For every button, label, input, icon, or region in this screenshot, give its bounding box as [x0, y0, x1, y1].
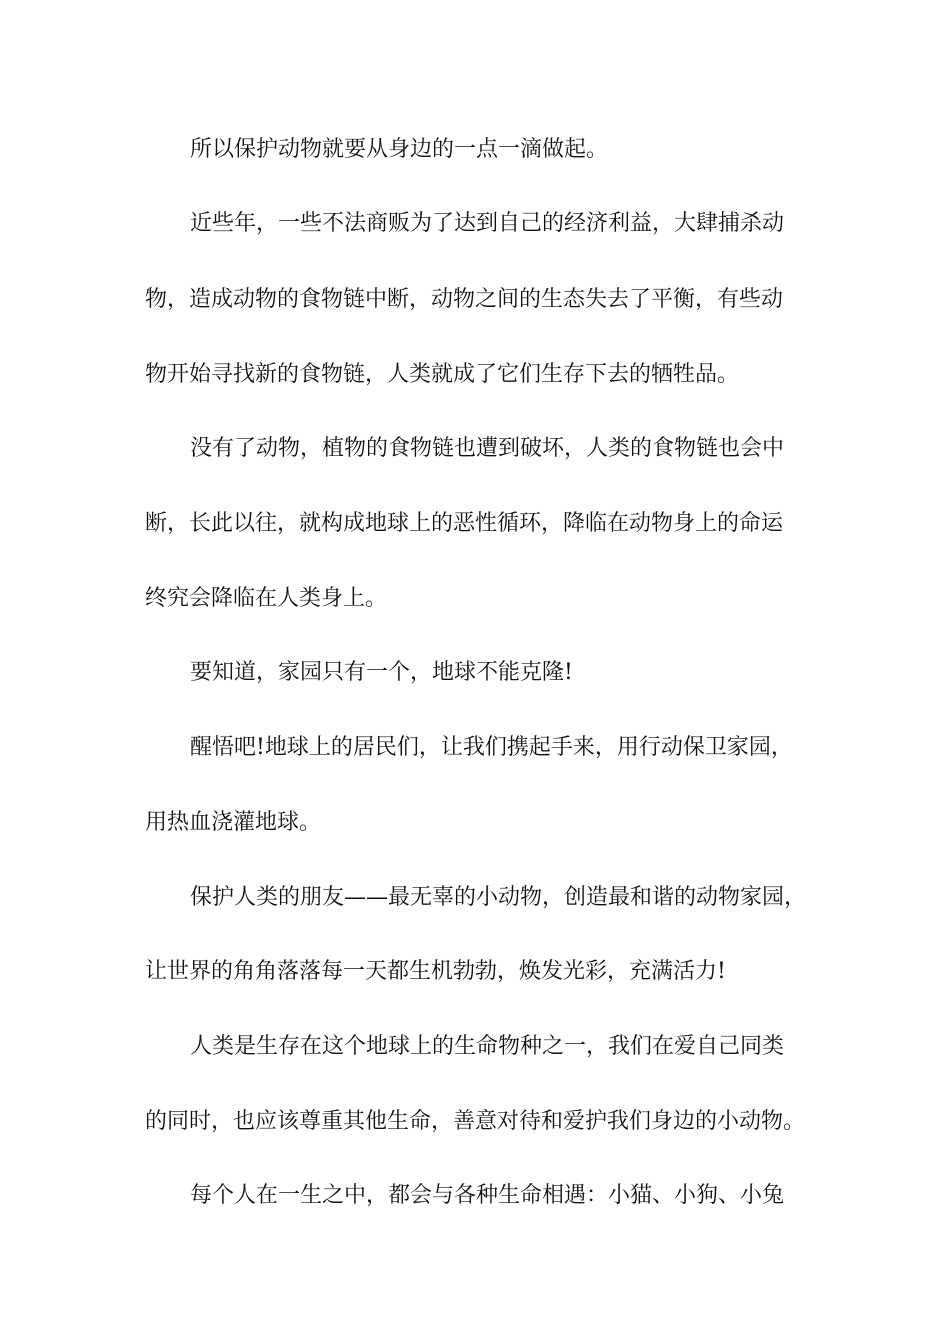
- paragraph-line: 断，长此以往，就构成地球上的恶性循环，降临在动物身上的命运: [145, 511, 784, 536]
- paragraph-line: 要知道，家园只有一个，地球不能克隆!: [190, 660, 573, 685]
- paragraph-line: 近些年，一些不法商贩为了达到自己的经济利益，大肆捕杀动: [190, 211, 785, 236]
- paragraph-line: 的同时，也应该尊重其他生命，善意对待和爱护我们身边的小动物。: [145, 1109, 806, 1134]
- paragraph-line: 保护人类的朋友——最无辜的小动物，创造最和谐的动物家园，: [190, 885, 807, 910]
- paragraph-line: 用热血浇灌地球。: [145, 810, 322, 835]
- paragraph-line: 让世界的角角落落每一天都生机勃勃，焕发光彩，充满活力!: [145, 959, 726, 984]
- paragraph-line: 人类是生存在这个地球上的生命物种之一，我们在爱自己同类: [190, 1034, 785, 1059]
- paragraph-line: 没有了动物，植物的食物链也遭到破坏，人类的食物链也会中: [190, 436, 785, 461]
- paragraph-line: 醒悟吧!地球上的居民们，让我们携起手来，用行动保卫家园，: [190, 735, 793, 760]
- paragraph-line: 终究会降临在人类身上。: [145, 586, 388, 611]
- paragraph-line: 物，造成动物的食物链中断，动物之间的生态失去了平衡，有些动: [145, 287, 784, 312]
- paragraph-line: 所以保护动物就要从身边的一点一滴做起。: [190, 137, 609, 162]
- paragraph-line: 每个人在一生之中，都会与各种生命相遇：小猫、小狗、小兔: [190, 1183, 785, 1208]
- paragraph-line: 物开始寻找新的食物链，人类就成了它们生存下去的牺牲品。: [145, 362, 740, 387]
